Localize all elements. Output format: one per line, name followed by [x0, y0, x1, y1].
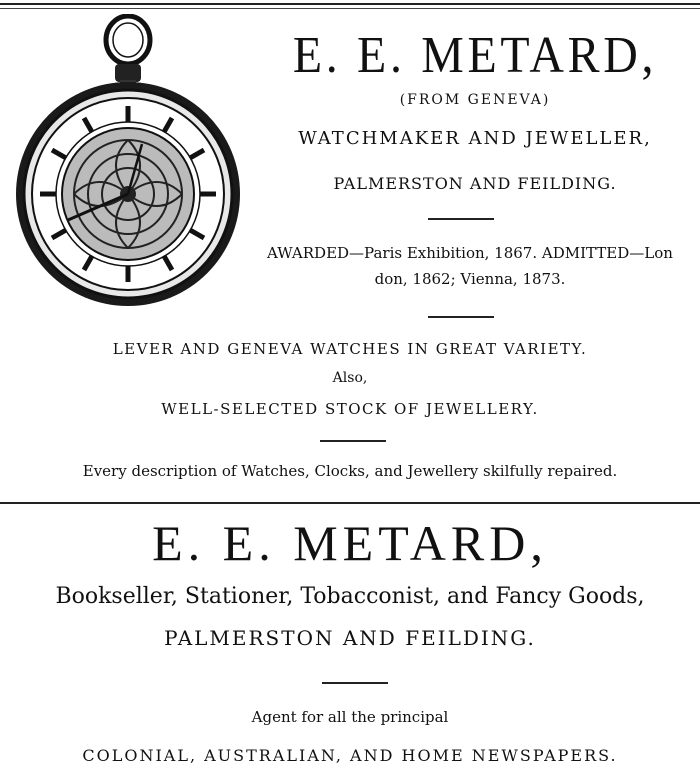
- pocket-watch-illustration: [12, 14, 244, 314]
- watches-line: LEVER AND GENEVA WATCHES IN GREAT VARIETY.: [112, 340, 588, 358]
- locations: PALMERSTON AND FEILDING.: [333, 174, 617, 193]
- top-rule-thin: [0, 8, 700, 9]
- origin-note: (FROM GENEVA): [399, 92, 551, 108]
- divider: [428, 218, 494, 220]
- agent-line: Agent for all the principal: [251, 708, 449, 726]
- top-rule: [0, 3, 700, 5]
- jewellery-line: WELL-SELECTED STOCK OF JEWELLERY.: [161, 400, 539, 418]
- newspapers-line: COLONIAL, AUSTRALIAN, AND HOME NEWSPAPERS.: [82, 746, 618, 765]
- also-line: Also,: [332, 370, 368, 386]
- awards-line-2: don, 1862; Vienna, 1873.: [374, 270, 566, 288]
- trade-title: WATCHMAKER AND JEWELLER,: [298, 128, 652, 149]
- divider: [428, 316, 494, 318]
- business-name: E. E. METARD,: [292, 27, 658, 84]
- divider: [322, 682, 388, 684]
- repairs-line: Every description of Watches, Clocks, and Jewellery skilfully repaired.: [82, 462, 618, 480]
- trade-list: Bookseller, Stationer, Tobacconist, and Fancy Goods,: [55, 584, 645, 609]
- business-name-2: E. E. METARD,: [152, 515, 548, 571]
- awards-line-1: AWARDED—Paris Exhibition, 1867. ADMITTED—Lon: [267, 244, 673, 262]
- divider: [320, 440, 386, 442]
- section-rule: [0, 502, 700, 504]
- locations-2: PALMERSTON AND FEILDING.: [164, 626, 536, 650]
